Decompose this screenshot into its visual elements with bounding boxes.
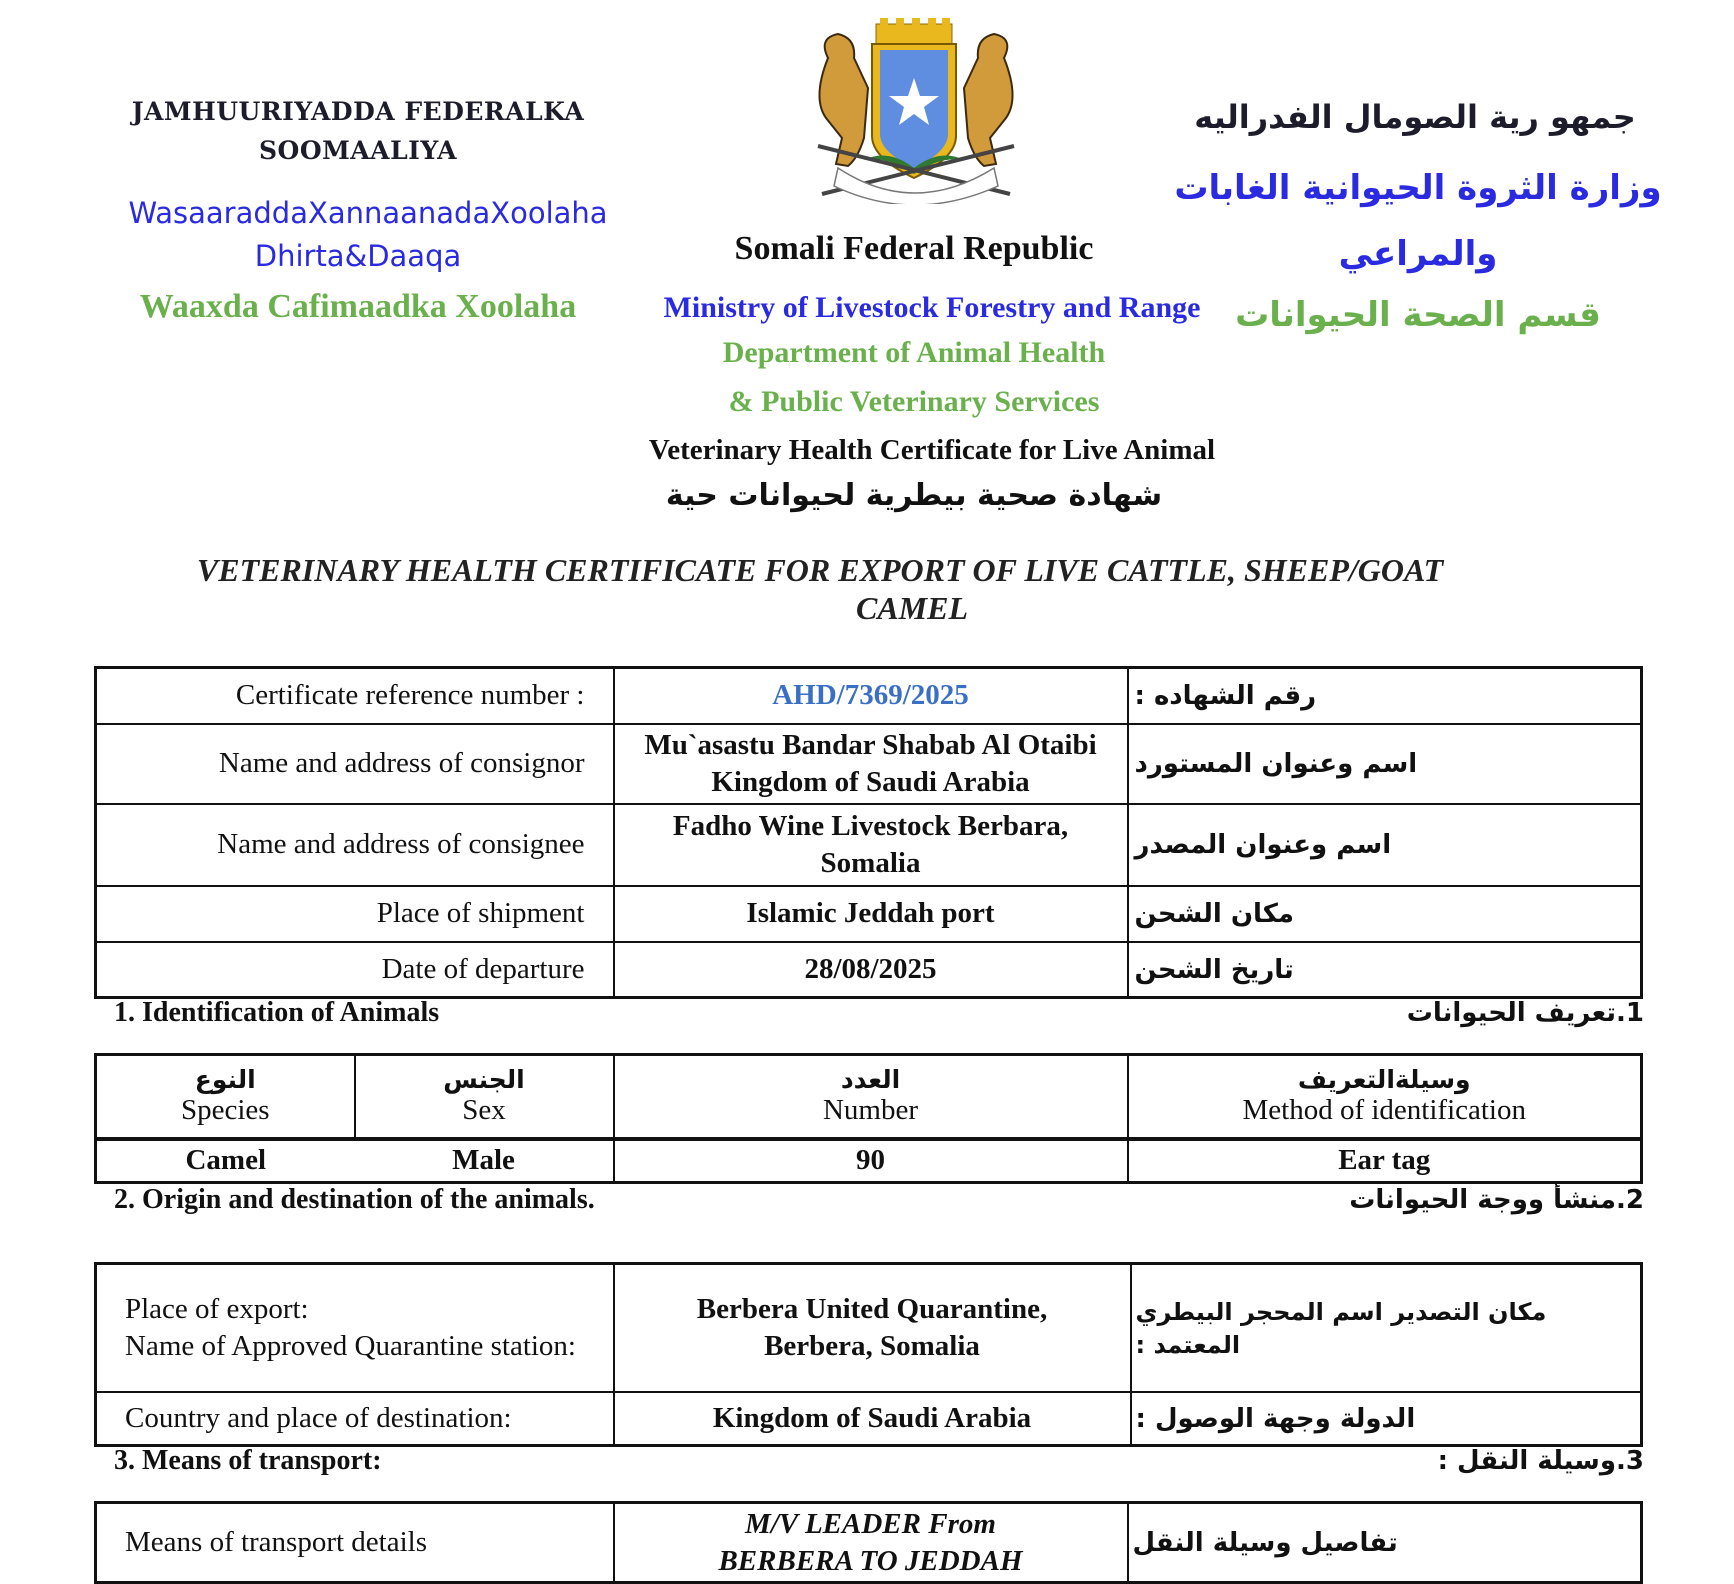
table-row [96, 668, 1642, 724]
destination-label-arabic [1131, 1392, 1642, 1446]
detail-label-arabic-text: اسم وعنوان المستورد [1134, 749, 1418, 779]
section-3-title: 3. Means of transport: [114, 1445, 382, 1476]
section-1-title: 1. Identification of Animals [114, 997, 440, 1028]
table-row [96, 1392, 1642, 1446]
method-value: Ear tag [1128, 1139, 1642, 1183]
species-value: Camel [96, 1139, 355, 1183]
section-3-title-arabic: 3.وسيلة النقل : [1437, 1446, 1644, 1476]
certificate-details-table [94, 666, 1643, 999]
number-value: 90 [614, 1139, 1128, 1183]
ministry-name-arabic-line1: وزارة الثروة الحيوانية الغابات [1174, 168, 1662, 208]
column-header-species [96, 1055, 355, 1139]
place-of-export-value: Berbera United Quarantine, Berbera, Somalia [614, 1264, 1131, 1392]
animal-identification-table [94, 1053, 1643, 1184]
ministry-name-somali-line1: WasaaraddaXannaanadaXoolaha [128, 196, 608, 230]
detail-label: Date of departure [96, 942, 614, 998]
certificate-title-english: Veterinary Health Certificate for Live Animal [648, 434, 1216, 466]
detail-value-reference-number: AHD/7369/2025 [614, 668, 1128, 724]
column-header-arabic: النوع [194, 1065, 256, 1095]
detail-label: Name and address of consignor [96, 724, 614, 804]
detail-label: Certificate reference number : [96, 668, 614, 724]
table-row [96, 804, 1642, 886]
detail-label: Place of shipment [96, 886, 614, 942]
column-header-arabic: وسيلةالتعريف [1297, 1065, 1471, 1095]
detail-label-arabic [1128, 724, 1642, 804]
detail-label-arabic-text: تاريخ الشحن [1134, 954, 1294, 985]
table-row [96, 1139, 1642, 1183]
republic-name-english: Somali Federal Republic [734, 230, 1094, 267]
detail-label: Name and address of consignee [96, 804, 614, 886]
place-of-export-label: Place of export: Name of Approved Quarantine station: [96, 1264, 614, 1392]
department-name-english-line1: Department of Animal Health [722, 336, 1106, 369]
detail-label-arabic [1128, 804, 1642, 886]
detail-label-arabic [1128, 668, 1642, 724]
destination-value: Kingdom of Saudi Arabia [614, 1392, 1131, 1446]
detail-label-arabic-text: رقم الشهاده : [1134, 681, 1317, 712]
republic-name-somali-line1: JAMHUURIYADDA FEDERALKA [131, 97, 585, 126]
transport-details-value [614, 1503, 1128, 1583]
document-title-line1: VETERINARY HEALTH CERTIFICATE FOR EXPORT OF LIVE CATTLE, SHEEP/GOAT [196, 552, 1444, 588]
column-header-number [614, 1055, 1128, 1139]
detail-value-consignor: Mu`asastu Bandar Shabab Al Otaibi Kingdom of Saudi Arabia [614, 724, 1128, 804]
destination-label: Country and place of destination: [96, 1392, 614, 1446]
table-header-row [96, 1055, 1642, 1139]
column-header-method [1128, 1055, 1642, 1139]
transport-details-value-line2: BERBERA TO JEDDAH [718, 1544, 1023, 1577]
coat-of-arms-emblem [798, 18, 1034, 204]
table-row [96, 1503, 1642, 1583]
certificate-title-arabic: شهادة صحية بيطرية لحيوانات حية [665, 478, 1163, 513]
detail-value-date-of-departure: 28/08/2025 [614, 942, 1128, 998]
column-header-english: Number [822, 1094, 919, 1127]
arabic-label-text: الدولة وجهة الوصول : [1135, 1403, 1416, 1434]
column-header-sex [355, 1055, 614, 1139]
table-row [96, 886, 1642, 942]
origin-destination-table [94, 1262, 1643, 1447]
ministry-name-arabic-line2: والمراعي [1338, 234, 1498, 274]
crown-icon [876, 18, 952, 44]
republic-name-arabic: جمهو رية الصومال الفدراليه [1194, 98, 1636, 136]
detail-label-arabic-text: مكان الشحن [1134, 899, 1294, 929]
detail-label-arabic [1128, 886, 1642, 942]
ministry-name-english: Ministry of Livestock Forestry and Range [663, 291, 1201, 324]
detail-value-place-of-shipment: Islamic Jeddah port [614, 886, 1128, 942]
place-of-export-label-arabic [1131, 1264, 1642, 1392]
department-name-arabic: قسم الصحة الحيوانات [1235, 295, 1601, 335]
ministry-name-somali-line2: Dhirta&Daaqa [254, 239, 462, 273]
table-row [96, 1264, 1642, 1392]
arabic-label-text: تفاصيل وسيلة النقل [1132, 1528, 1398, 1558]
transport-details-label-arabic [1128, 1503, 1642, 1583]
document-title-line2: CAMEL [855, 590, 969, 626]
table-row [96, 724, 1642, 804]
column-header-arabic: العدد [840, 1065, 901, 1095]
department-name-somali: Waaxda Cafimaadka Xoolaha [139, 288, 577, 325]
transport-details-label: Means of transport details [96, 1503, 614, 1583]
sex-value: Male [355, 1139, 614, 1183]
republic-name-somali-line2: SOOMAALIYA [259, 136, 457, 165]
detail-label-arabic-text: اسم وعنوان المصدر [1134, 830, 1392, 860]
detail-value-consignee: Fadho Wine Livestock Berbara, Somalia [614, 804, 1128, 886]
section-2-title-arabic: 2.منشأ ووجة الحيوانات [1349, 1185, 1644, 1215]
column-header-english: Sex [462, 1094, 506, 1127]
section-2-title: 2. Origin and destination of the animals. [114, 1184, 595, 1215]
transport-details-value-line1: M/V LEADER From [745, 1507, 996, 1540]
column-header-english: Species [180, 1094, 270, 1127]
section-1-title-arabic: 1.تعريف الحيوانات [1406, 998, 1644, 1028]
table-row [96, 942, 1642, 998]
department-name-english-line2: & Public Veterinary Services [728, 385, 1100, 418]
detail-label-arabic [1128, 942, 1642, 998]
arabic-label-text: مكان التصدير اسم المحجر البيطري المعتمد : [1135, 1297, 1547, 1359]
column-header-english: Method of identification [1242, 1094, 1526, 1127]
column-header-arabic: الجنس [443, 1065, 525, 1095]
